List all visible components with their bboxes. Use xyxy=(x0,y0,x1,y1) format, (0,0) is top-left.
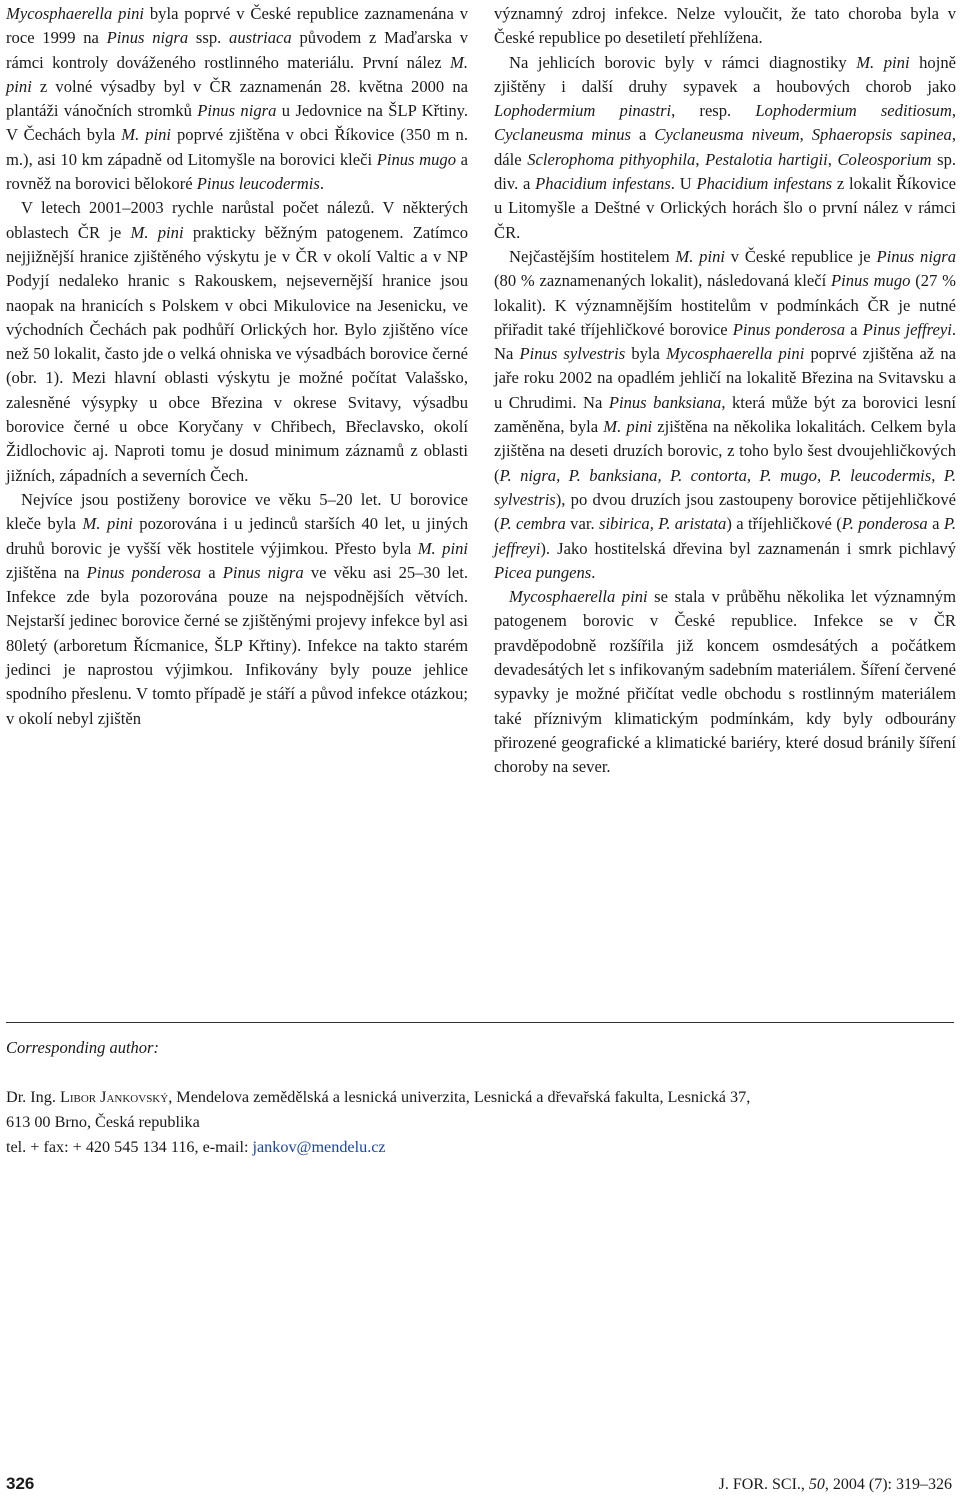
text-run: hojně zjištěny i další druhy sypavek a houbových chorob jako xyxy=(494,52,957,96)
text-run: se stala v průběhu několika let významným patogenem borovic v České republice. Infekce se v ČR pravděpodobně rozšířila již koncem osmdesátých a počátkem devadesátých let s infikovaným sadebním materiálem. Šíření červené sypavky je možné přičítat vedle obchodu s rostlinným materiálem také příznivým klimatickým podmínkám, kdy byly odbourány přirozené geografické a klimatické bariéry, které dosud bránily šíření choroby na sever. xyxy=(494,587,956,777)
text-run: z volné výsadby byl v ČR zaznamenán 28. května 2000 na plantáži vánočních stromků xyxy=(6,76,468,121)
italic-term: M. pini xyxy=(603,417,653,437)
text-run: , která může být za borovici lesní zaměněna, byla xyxy=(494,392,956,437)
text-run: u Jedovnice na ŠLP Křtiny. V Čechách byla xyxy=(6,101,468,145)
paragraph xyxy=(6,488,468,731)
italic-term: M. pini xyxy=(130,222,184,242)
text-run: ) a tříjehličkové ( xyxy=(726,514,842,534)
text-run: ). Jako hostitelská dřevina byl zaznamenán i smrk pichlavý xyxy=(540,538,956,558)
italic-term: Mycosphaerella pini xyxy=(509,587,648,607)
italic-term: P. nigra, P. banksiana, P. contorta, P. mugo, P. leucodermis, P. sylvestris xyxy=(494,465,956,509)
author-title: Dr. Ing. xyxy=(6,1088,60,1106)
journal-issue: , 2004 (7): 319–326 xyxy=(824,1476,952,1493)
journal-volume: 50 xyxy=(808,1476,825,1493)
italic-term: M. pini xyxy=(856,52,910,72)
text-run: . Na xyxy=(494,319,956,364)
paragraph xyxy=(494,2,956,51)
text-run: , dále xyxy=(494,125,957,169)
text-run: a xyxy=(631,125,655,145)
italic-term: Pestalotia hartigii xyxy=(705,149,828,169)
text-run: pozorována i u jedinců starších 40 let, u jiných druhů borovic je vyšší věk hostitele výjimkou. Přesto byla xyxy=(6,514,469,558)
text-run: poprvé zjištěna až na jaře roku 2002 na opadlém jehličí na lokalitě Březina na Svitavsku a u Chrudimi. Na xyxy=(494,344,957,412)
italic-term: Mycosphaerella pini xyxy=(666,344,805,364)
italic-term: sibirica, P. aristata xyxy=(598,514,727,534)
text-run: zjištěna na xyxy=(6,562,87,582)
text-run: a xyxy=(201,562,223,582)
section-divider xyxy=(6,1022,954,1023)
italic-term: Pinus ponderosa xyxy=(86,562,202,582)
text-run: var. xyxy=(565,514,599,534)
author-city: 613 00 Brno, Česká republika xyxy=(6,1113,200,1131)
italic-term: Mycosphaerella pini xyxy=(6,4,144,23)
paragraph xyxy=(6,196,468,488)
italic-term: austriaca xyxy=(229,28,292,48)
text-run: byla poprvé v České republice zaznamenána v roce 1999 na xyxy=(6,4,468,48)
text-run: . U xyxy=(670,174,697,194)
text-run: , xyxy=(799,125,812,145)
italic-term: Phacidium infestans xyxy=(535,174,671,194)
paragraph xyxy=(6,2,468,196)
italic-term: Pinus nigra xyxy=(876,246,956,266)
italic-term: M. pini xyxy=(82,514,133,534)
italic-term: P. cembra xyxy=(499,514,566,534)
italic-term: P. jeffreyi xyxy=(494,514,956,558)
text-run: významný zdroj infekce. Nelze vyloučit, že tato choroba byla v České republice po desetiletí přehlížena. xyxy=(494,4,956,48)
text-run: a xyxy=(927,514,944,534)
italic-term: Pinus leucodermis xyxy=(196,174,320,194)
italic-term: Phacidium infestans xyxy=(696,174,833,194)
author-contact: tel. + fax: + 420 545 134 116, e-mail: xyxy=(6,1138,253,1156)
italic-term: Picea pungens xyxy=(494,562,592,582)
text-run: V letech 2001–2003 rychle narůstal počet nálezů. V některých oblastech ČR je xyxy=(6,198,468,242)
corresponding-author-label: Corresponding author: xyxy=(6,1038,159,1057)
text-run: a xyxy=(845,319,863,339)
italic-term: Pinus mugo xyxy=(830,271,911,291)
italic-term: Pinus nigra xyxy=(106,28,189,48)
text-run: , xyxy=(695,149,706,169)
text-run: sp. div. a xyxy=(494,149,957,194)
text-run: . xyxy=(319,174,324,194)
text-run: , resp. xyxy=(671,101,756,121)
italic-term: Pinus banksiana xyxy=(608,392,722,412)
left-column xyxy=(6,2,468,731)
italic-term: Pinus mugo xyxy=(376,149,457,169)
text-run: poprvé zjištěna v obci Říkovice (350 m n. m.), asi 10 km západně od Litomyšle na borovici kleči xyxy=(6,125,468,169)
text-run: Nejčastějším hostitelem xyxy=(509,246,676,266)
italic-term: M. pini xyxy=(417,538,468,558)
italic-term: Cyclaneusma niveum xyxy=(654,125,800,145)
author-affiliation: , Mendelova zemědělská a lesnická univerzita, Lesnická a dřevařská fakulta, Lesnická 37, xyxy=(168,1088,751,1106)
right-column xyxy=(494,2,956,780)
italic-term: Coleosporium xyxy=(837,149,932,169)
text-run: (27 % lokalit). K významnějším hostitelům v podmínkách ČR je nutné přiřadit také tříjehličkové borovice xyxy=(494,271,956,339)
italic-term: Pinus ponderosa xyxy=(732,319,846,339)
text-run: ssp. xyxy=(188,28,230,48)
text-run: v České republice je xyxy=(724,246,877,266)
italic-term: Lophodermium pinastri xyxy=(494,101,672,121)
italic-term: Pinus jeffreyi xyxy=(862,319,952,339)
text-run: a rovněž na borovici bělokoré xyxy=(6,149,469,194)
italic-term: Pinus nigra xyxy=(197,101,277,121)
text-run: zjištěna na několika lokalitách. Celkem byla zjištěna na deseti druzích borovic, z toho bylo šest dvoujehličkových ( xyxy=(494,417,956,485)
journal-name: J. FOR. SCI., xyxy=(718,1476,809,1493)
paragraph xyxy=(494,245,956,585)
text-run: ve věku asi 25–30 let. Infekce zde byla pozorována pouze na nejspodnějších větvích. Nejstarší jedinec borovice černé se zjištěnými projevy infekce byl asi 80letý (arboretum Řícmanice, ŠLP Křtiny). Infekce na takto starém jedinci je naprostou výjimkou. Infikovány byly pouze jehlice spodního přeslenu. V tomto případě je stáří a původ infekce otázkou; v okolí nebyl zjištěn xyxy=(6,562,469,728)
italic-term: Lophodermium seditiosum xyxy=(755,101,952,121)
italic-term: Sphaeropsis sapinea xyxy=(811,125,952,145)
author-name: Libor Jankovský xyxy=(59,1088,169,1106)
italic-term: Pinus sylvestris xyxy=(519,344,626,364)
italic-term: Cyclaneusma minus xyxy=(494,125,632,145)
page-number: 326 xyxy=(6,1474,35,1493)
text-run: ), po dvou druzích jsou zastoupeny borovice pětijehličkové ( xyxy=(494,489,956,534)
italic-term: P. ponderosa xyxy=(841,514,928,534)
author-affiliation-line xyxy=(6,1085,946,1110)
author-contact-line xyxy=(6,1135,946,1160)
text-run: Na jehlicích borovic byly v rámci diagnostiky xyxy=(509,52,857,72)
italic-term: M. pini xyxy=(121,125,172,145)
italic-term: Pinus nigra xyxy=(222,562,304,582)
text-run: , xyxy=(827,149,838,169)
text-run: původem z Maďarska v rámci kontroly dováženého rostlinného materiálu. První nález xyxy=(6,28,468,72)
text-run: (80 % zaznamenaných lokalit), následovaná klečí xyxy=(494,271,831,291)
italic-term: M. pini xyxy=(675,246,725,266)
text-run: Nejvíce jsou postiženy borovice ve věku 5–20 let. U borovice kleče byla xyxy=(6,489,468,534)
paragraph xyxy=(494,51,956,245)
journal-citation xyxy=(719,1476,952,1494)
italic-term: M. pini xyxy=(6,52,468,96)
text-run: byla xyxy=(625,344,667,364)
italic-term: Sclerophoma pithyophila xyxy=(527,149,696,169)
author-address xyxy=(6,1085,946,1160)
text-run: , xyxy=(951,101,956,121)
text-run: z lokalit Říkovice u Litomyšle a Deštné v Orlických horách šlo o první nález v rámci ČR. xyxy=(494,174,957,242)
paragraph xyxy=(494,585,956,779)
email-link[interactable]: jankov@mendelu.cz xyxy=(252,1138,386,1156)
text-run: . xyxy=(591,562,596,582)
text-run: prakticky běžným patogenem. Zatímco nejjižnější hranice zjištěného výskytu je v ČR v okolí Valtic a v NP Podyjí nedaleko hranic s Rakouskem, nejsevernější hranice jsou naopak na hranicích s Polskem v obci Mikulovice na Jesenicku, ve východních Čechách pak podhůří Orlických hor. Bylo zjištěno více než 50 lokalit, často jde o velká ohniska ve výsadbách borovice černé (obr. 1). Mezi hlavní oblasti výskytu je možné počítat Valašsko, zalesněné výsypky u obce Březina v okrese Svitavy, výsadbu borovice černé u obce Koryčany v Chřibech, Břeclavsko, okolí Židlochovic aj. Naproti tomu je dosud minimum záznamů z oblasti jižních, západních a severních Čech. xyxy=(6,222,469,485)
